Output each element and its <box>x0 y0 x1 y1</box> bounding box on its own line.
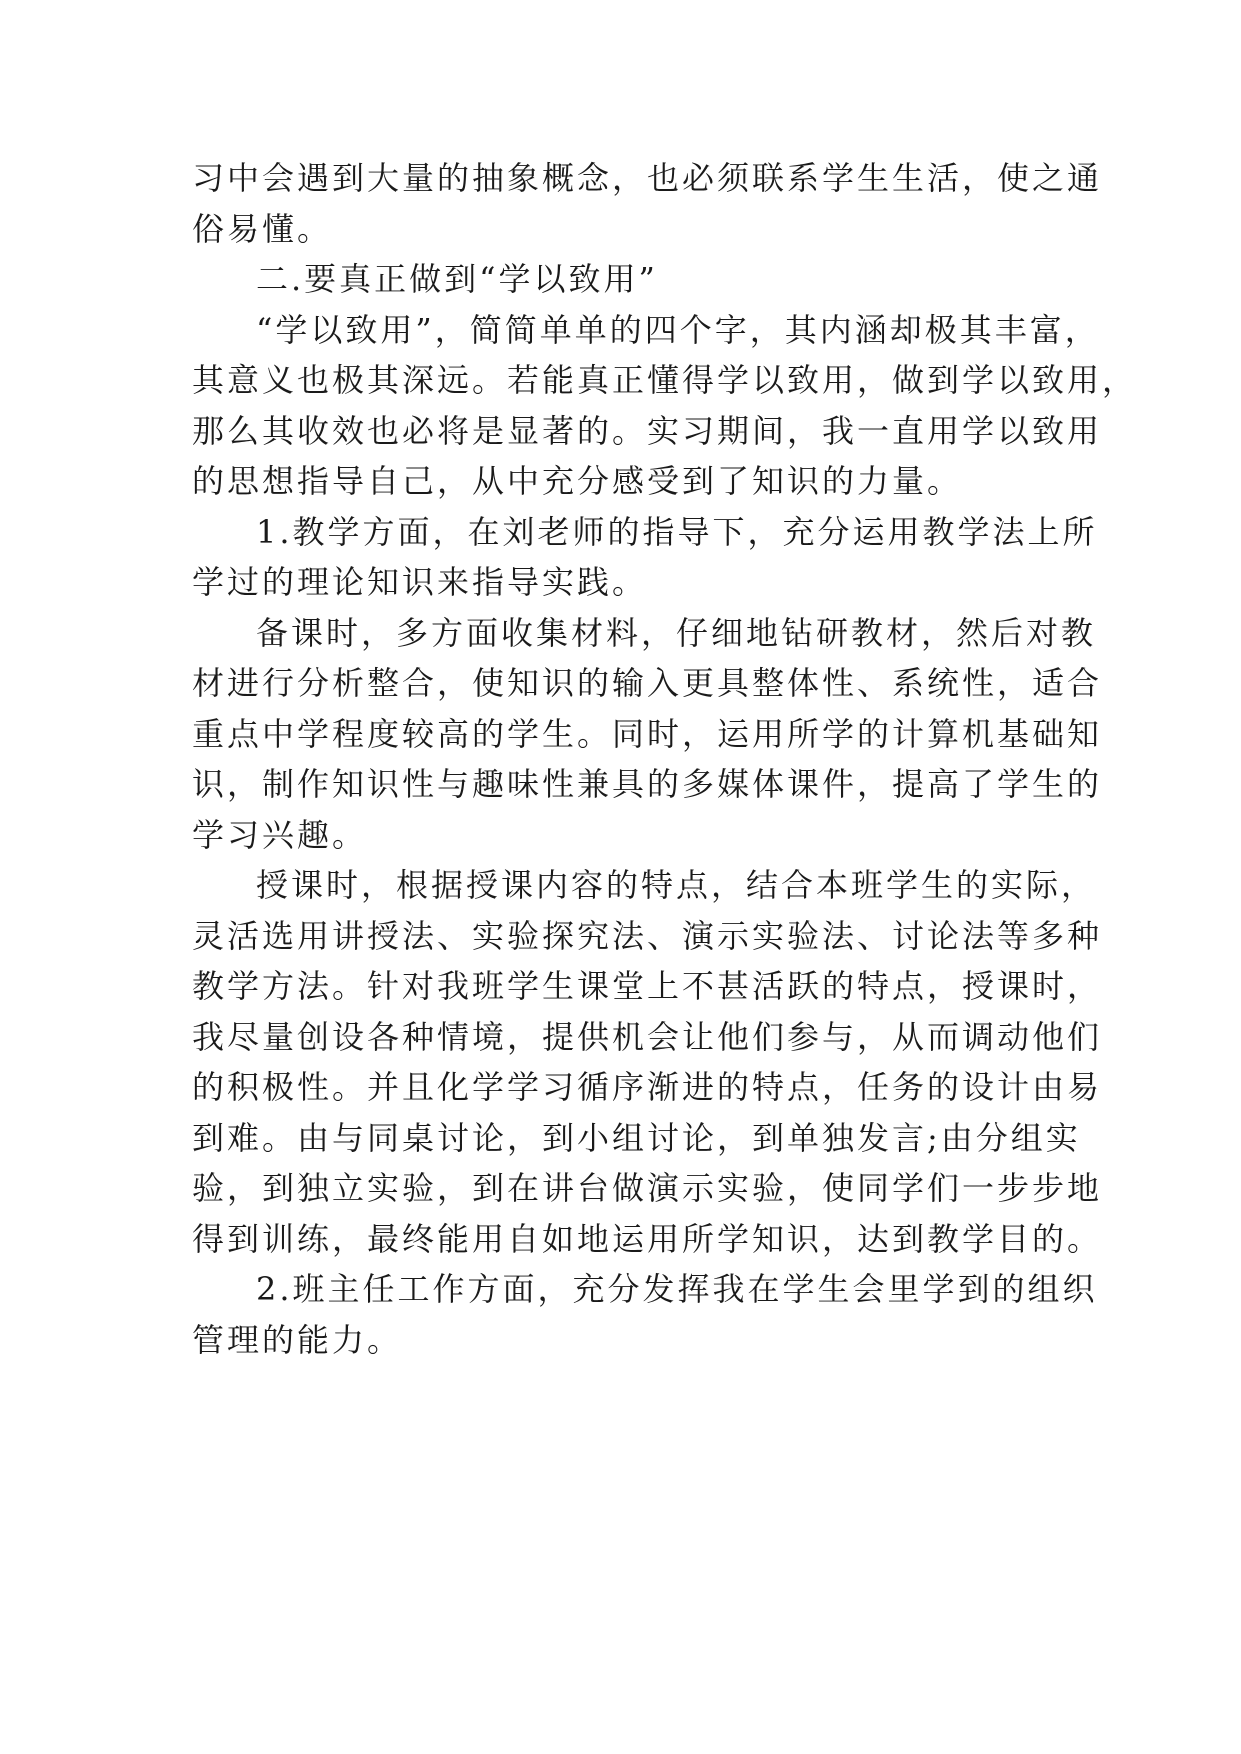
section-heading: 二.要真正做到“学以致用” <box>256 260 658 298</box>
text-line: 材进行分析整合，使知识的输入更具整体性、系统性，适合 <box>192 664 1103 702</box>
text-line: “学以致用”，简简单单的四个字，其内涵却极其丰富， <box>256 311 1100 349</box>
text-line: 那么其收效也必将是显著的。实习期间，我一直用学以致用 <box>192 412 1103 450</box>
text-line: 俗易懂。 <box>192 210 333 248</box>
text-line: 学过的理论知识来指导实践。 <box>192 563 648 601</box>
text-line: 习中会遇到大量的抽象概念，也必须联系学生生活，使之通 <box>192 159 1103 197</box>
text-line: 学习兴趣。 <box>192 816 368 854</box>
text-line: 的思想指导自己，从中充分感受到了知识的力量。 <box>192 462 963 500</box>
text-line: 识，制作知识性与趣味性兼具的多媒体课件，提高了学生的 <box>192 765 1103 803</box>
text-line: 得到训练，最终能用自如地运用所学知识，达到教学目的。 <box>192 1220 1103 1258</box>
text-line: 的积极性。并且化学学习循序渐进的特点，任务的设计由易 <box>192 1068 1103 1106</box>
text-line: 授课时，根据授课内容的特点，结合本班学生的实际， <box>256 866 1097 904</box>
text-line: 教学方法。针对我班学生课堂上不甚活跃的特点，授课时， <box>192 967 1103 1005</box>
text-line: 2.班主任工作方面，充分发挥我在学生会里学到的组织 <box>256 1270 1098 1308</box>
text-line: 灵活选用讲授法、实验探究法、演示实验法、讨论法等多种 <box>192 917 1103 955</box>
text-line: 到难。由与同桌讨论，到小组讨论，到单独发言;由分组实 <box>192 1119 1081 1157</box>
text-line: 其意义也极其深远。若能真正懂得学以致用，做到学以致用， <box>192 361 1138 399</box>
text-line: 重点中学程度较高的学生。同时，运用所学的计算机基础知 <box>192 715 1103 753</box>
text-line: 1.教学方面，在刘老师的指导下，充分运用教学法上所 <box>256 513 1098 551</box>
text-line: 我尽量创设各种情境，提供机会让他们参与，从而调动他们 <box>192 1018 1103 1056</box>
text-line: 验，到独立实验，到在讲台做演示实验，使同学们一步步地 <box>192 1169 1103 1207</box>
text-line: 管理的能力。 <box>192 1321 403 1359</box>
text-line: 备课时，多方面收集材料，仔细地钻研教材，然后对教 <box>256 614 1097 652</box>
